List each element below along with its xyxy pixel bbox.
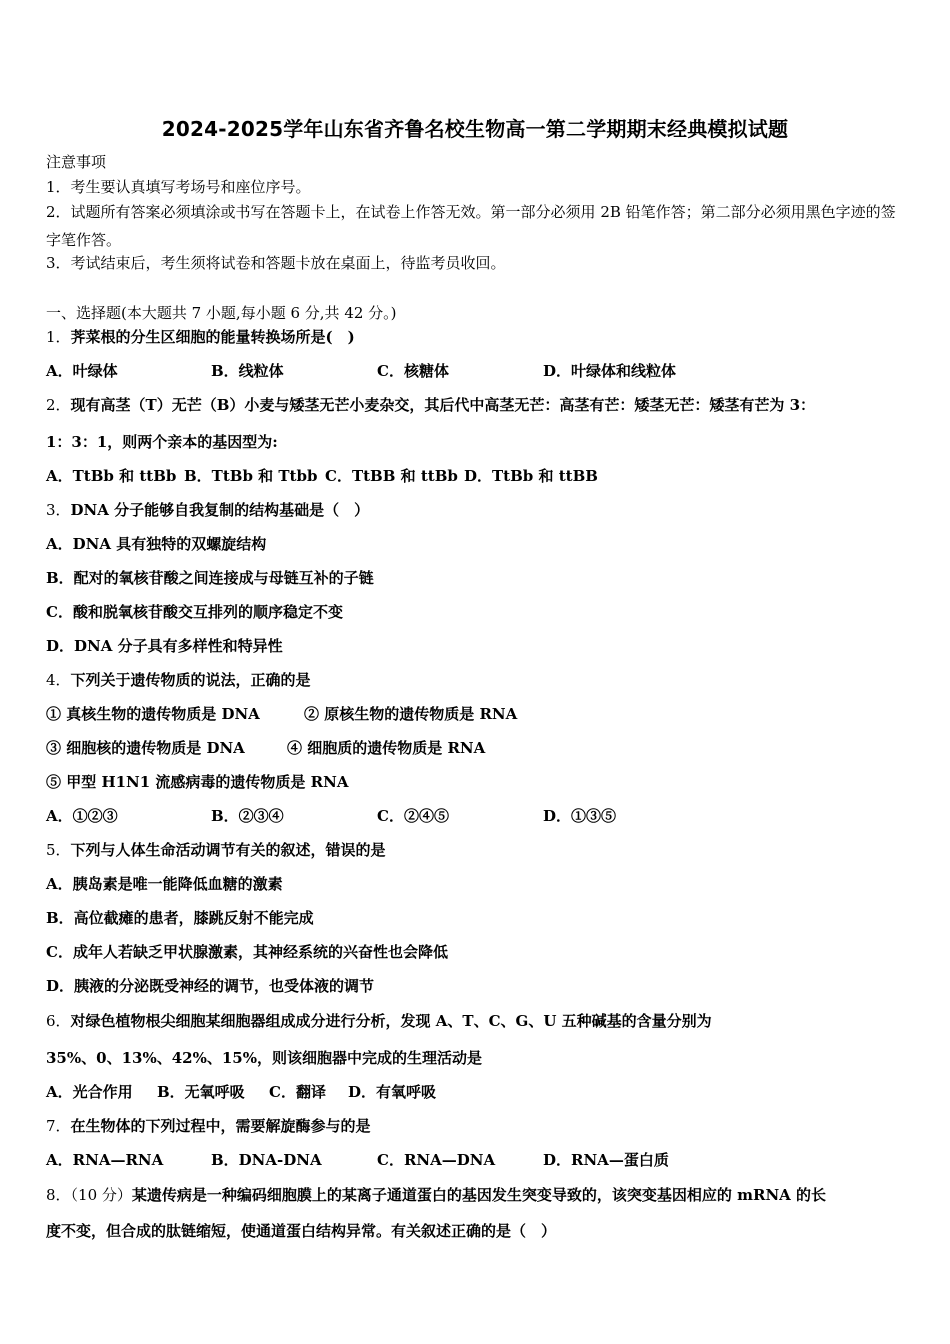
- question-1-options: [46, 361, 906, 381]
- question-stem: 某遗传病是一种编码细胞膜上的某离子通道蛋白的基因发生突变导致的，该突变基因相应的 mRNA 的长: [131, 1186, 827, 1204]
- statement-5: ⑤ 甲型 H1N1 流感病毒的遗传物质是 RNA: [46, 773, 349, 791]
- option-b: B．TtBb 和 Ttbb: [184, 467, 318, 485]
- option-b: B．高位截瘫的患者，膝跳反射不能完成: [46, 909, 314, 927]
- option-a: A．TtBb 和 ttBb: [46, 467, 177, 485]
- option-d: D．TtBb 和 ttBB: [464, 467, 598, 485]
- notice-heading: 注意事项: [46, 153, 107, 171]
- option-a: A．光合作用: [46, 1083, 133, 1101]
- question-score: （10 分）: [70, 1186, 132, 1204]
- statement-2: ② 原核生物的遗传物质是 RNA: [304, 705, 518, 723]
- option-d: D．DNA 分子具有多样性和特异性: [46, 637, 283, 655]
- option-c: C．RNA—DNA: [377, 1151, 496, 1169]
- question-5: [46, 840, 386, 860]
- question-stem: 在生物体的下列过程中，需要解旋酶参与的是: [70, 1117, 371, 1135]
- option-c: C．核糖体: [377, 362, 449, 380]
- option-b: B．②③④: [211, 807, 284, 825]
- statement-row: [46, 704, 906, 724]
- statement-row: [46, 738, 906, 758]
- option-b: B．线粒体: [211, 362, 284, 380]
- option-d: D．有氧呼吸: [348, 1083, 437, 1101]
- option-a: A．①②③: [46, 807, 118, 825]
- question-2: [46, 395, 815, 415]
- question-4-options: [46, 806, 906, 826]
- question-4: [46, 670, 311, 690]
- question-number: 4．: [46, 671, 71, 689]
- section-heading: 一、选择题(本大题共 7 小题,每小题 6 分,共 42 分。): [46, 304, 397, 322]
- question-number: 7．: [46, 1117, 71, 1135]
- question-stem: DNA 分子能够自我复制的结构基础是（ ）: [70, 501, 370, 519]
- question-8: [46, 1185, 826, 1205]
- question-number: 3．: [46, 501, 71, 519]
- option-d: D．叶绿体和线粒体: [543, 362, 677, 380]
- option-a: A．叶绿体: [46, 362, 118, 380]
- statement-3: ③ 细胞核的遗传物质是 DNA: [46, 739, 245, 757]
- question-number: 1．: [46, 328, 71, 346]
- option-b: B．配对的氧核苷酸之间连接成与母链互补的子链: [46, 569, 374, 587]
- question-stem: 对绿色植物根尖细胞某细胞器组成成分进行分析，发现 A、T、C、G、U 五种碱基的含量分别为: [70, 1012, 712, 1030]
- notice-item-1: 1．考生要认真填写考场号和座位序号。: [46, 178, 311, 196]
- option-c: C．翻译: [269, 1083, 326, 1101]
- question-stem: 下列与人体生命活动调节有关的叙述，错误的是: [70, 841, 386, 859]
- question-number: 6．: [46, 1012, 71, 1030]
- question-stem: 荠菜根的分生区细胞的能量转换场所是( ): [70, 328, 355, 346]
- question-2-options: [46, 466, 906, 486]
- option-c: C．酸和脱氧核苷酸交互排列的顺序稳定不变: [46, 603, 343, 621]
- option-a: A．RNA—RNA: [46, 1151, 164, 1169]
- statement-4: ④ 细胞质的遗传物质是 RNA: [287, 739, 486, 757]
- option-c: C．②④⑤: [377, 807, 449, 825]
- question-6-continued: 35%、0、13%、42%、15%，则该细胞器中完成的生理活动是: [46, 1049, 482, 1067]
- option-d: D．胰液的分泌既受神经的调节，也受体液的调节: [46, 977, 375, 995]
- option-c: C．TtBB 和 ttBb: [325, 467, 458, 485]
- question-8-continued: 度不变，但合成的肽链缩短，使通道蛋白结构异常。有关叙述正确的是（ ）: [46, 1222, 557, 1240]
- notice-item-3: 3．考试结束后，考生须将试卷和答题卡放在桌面上，待监考员收回。: [46, 254, 506, 272]
- question-number: 5．: [46, 841, 71, 859]
- question-6-options: [46, 1082, 906, 1102]
- question-stem: 现有高茎（T）无芒（B）小麦与矮茎无芒小麦杂交，其后代中高茎无芒：高茎有芒：矮茎无芒：矮茎有芒为 3：: [70, 396, 816, 414]
- page-title: 2024-2025学年山东省齐鲁名校生物高一第二学期期末经典模拟试题: [161, 117, 789, 141]
- question-6: [46, 1011, 712, 1031]
- notice-item-2: 2．试题所有答案必须填涂或书写在答题卡上，在试卷上作答无效。第一部分必须用 2B 铅笔作答；第二部分必须用黑色字迹的签字笔作答。: [46, 203, 896, 249]
- question-number: 2．: [46, 396, 71, 414]
- question-7-options: [46, 1150, 906, 1170]
- statement-1: ① 真核生物的遗传物质是 DNA: [46, 705, 260, 723]
- option-a: A．胰岛素是唯一能降低血糖的激素: [46, 875, 283, 893]
- option-a: A．DNA 具有独特的双螺旋结构: [46, 535, 267, 553]
- option-b: B．无氧呼吸: [157, 1083, 245, 1101]
- question-number: 8．: [46, 1186, 71, 1204]
- question-2-continued: 1：3：1，则两个亲本的基因型为:: [46, 433, 278, 451]
- option-d: D．①③⑤: [543, 807, 617, 825]
- question-3: [46, 500, 369, 520]
- question-1: [46, 327, 355, 347]
- option-d: D．RNA—蛋白质: [543, 1151, 669, 1169]
- question-7: [46, 1116, 371, 1136]
- option-c: C．成年人若缺乏甲状腺激素，其神经系统的兴奋性也会降低: [46, 943, 448, 961]
- question-stem: 下列关于遗传物质的说法，正确的是: [70, 671, 311, 689]
- option-b: B．DNA-DNA: [211, 1151, 322, 1169]
